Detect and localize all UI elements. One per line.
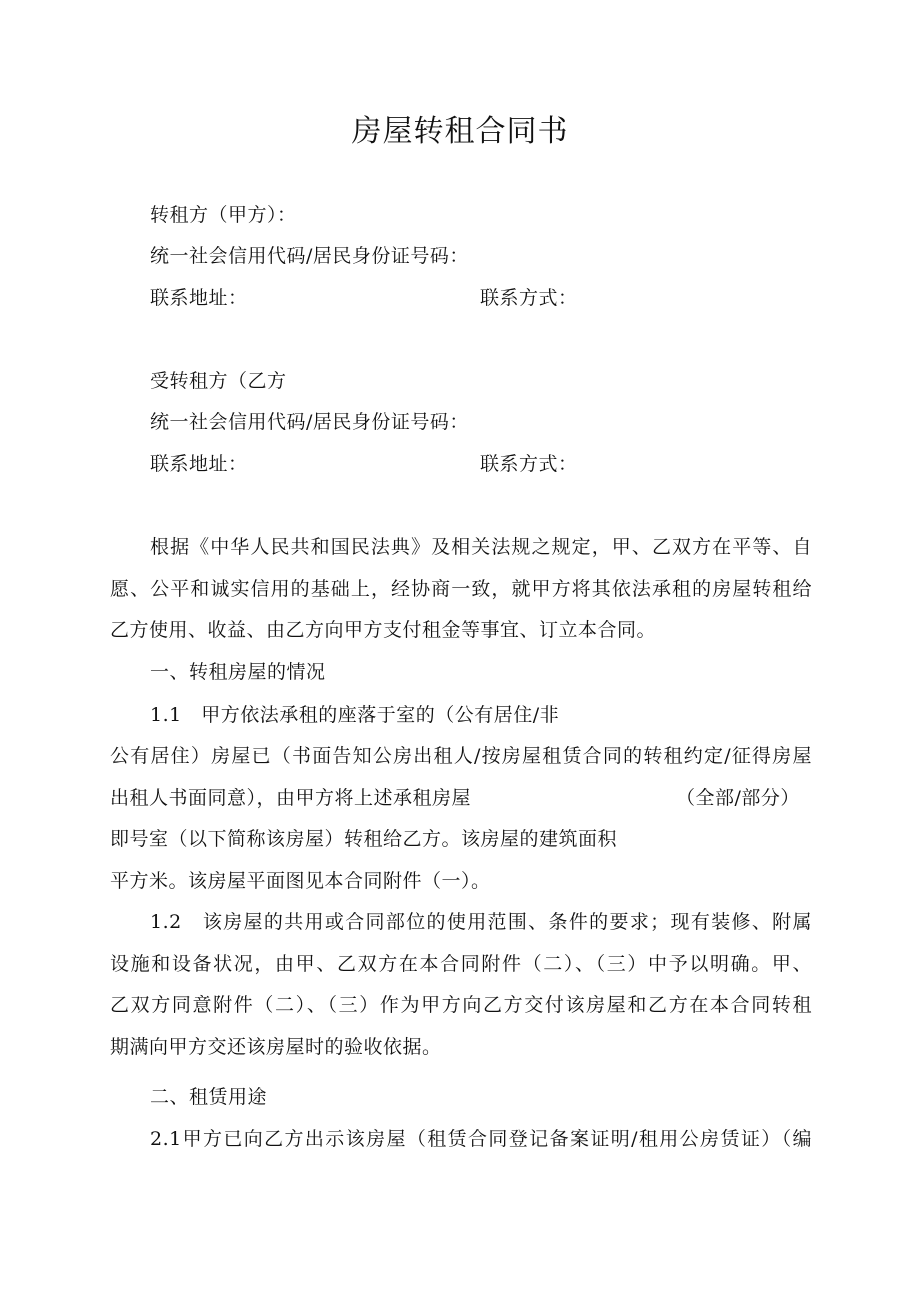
clause-1-2-line-2: 设施和设备状况，由甲、乙双方在本合同附件（二）、（三）中予以明确。甲、 (110, 953, 812, 975)
party-b-id-label: 统一社会信用代码/居民身份证号码： (150, 411, 469, 433)
clause-1-2-line-4: 期满向甲方交还该房屋时的验收依据。 (110, 1036, 442, 1058)
party-b-label: 受转租方（乙方 (150, 370, 287, 392)
clause-1-2-line-1: 1.2 该房屋的共用或合同部位的使用范围、条件的要求；现有装修、附属 (150, 911, 812, 933)
party-a-label: 转租方（甲方）： (150, 204, 297, 226)
document-title: 房屋转租合同书 (351, 114, 569, 149)
clause-1-1-line-3b: （全部/部分） (676, 787, 800, 809)
clause-1-1-line-2: 公有居住）房屋已（书面告知公房出租人/按房屋租赁合同的转租约定/征得房屋 (110, 745, 812, 767)
party-a-contact-label: 联系方式： (480, 287, 578, 309)
section-2-heading: 二、租赁用途 (150, 1086, 268, 1108)
party-a-id-label: 统一社会信用代码/居民身份证号码： (150, 245, 469, 267)
preamble-line-1: 根据《中华人民共和国民法典》及相关法规之规定，甲、乙双方在平等、自 (150, 536, 812, 558)
clause-1-1-line-1: 1.1 甲方依法承租的座落于室的（公有居住/非 (150, 704, 560, 726)
party-b-address-label: 联系地址： (150, 453, 248, 475)
party-a-address-label: 联系地址： (150, 287, 248, 309)
party-b-contact-label: 联系方式： (480, 453, 578, 475)
preamble-line-2: 愿、公平和诚实信用的基础上，经协商一致，就甲方将其依法承租的房屋转租给 (110, 578, 812, 600)
preamble-line-3: 乙方使用、收益、由乙方向甲方支付租金等事宜、订立本合同。 (110, 619, 657, 641)
clause-1-1-line-4: 即号室（以下简称该房屋）转租给乙方。该房屋的建筑面积 (110, 828, 618, 850)
clause-2-1-line-1: 2.1甲方已向乙方出示该房屋（租赁合同登记备案证明/租用公房赁证）（编 (150, 1128, 812, 1150)
section-1-heading: 一、转租房屋的情况 (150, 661, 326, 683)
clause-1-1-line-5: 平方米。该房屋平面图见本合同附件（一）。 (110, 870, 491, 892)
clause-1-1-line-3a: 出租人书面同意），由甲方将上述承租房屋 (110, 787, 472, 809)
clause-1-2-line-3: 乙双方同意附件（二）、（三）作为甲方向乙方交付该房屋和乙方在本合同转租 (110, 994, 812, 1016)
